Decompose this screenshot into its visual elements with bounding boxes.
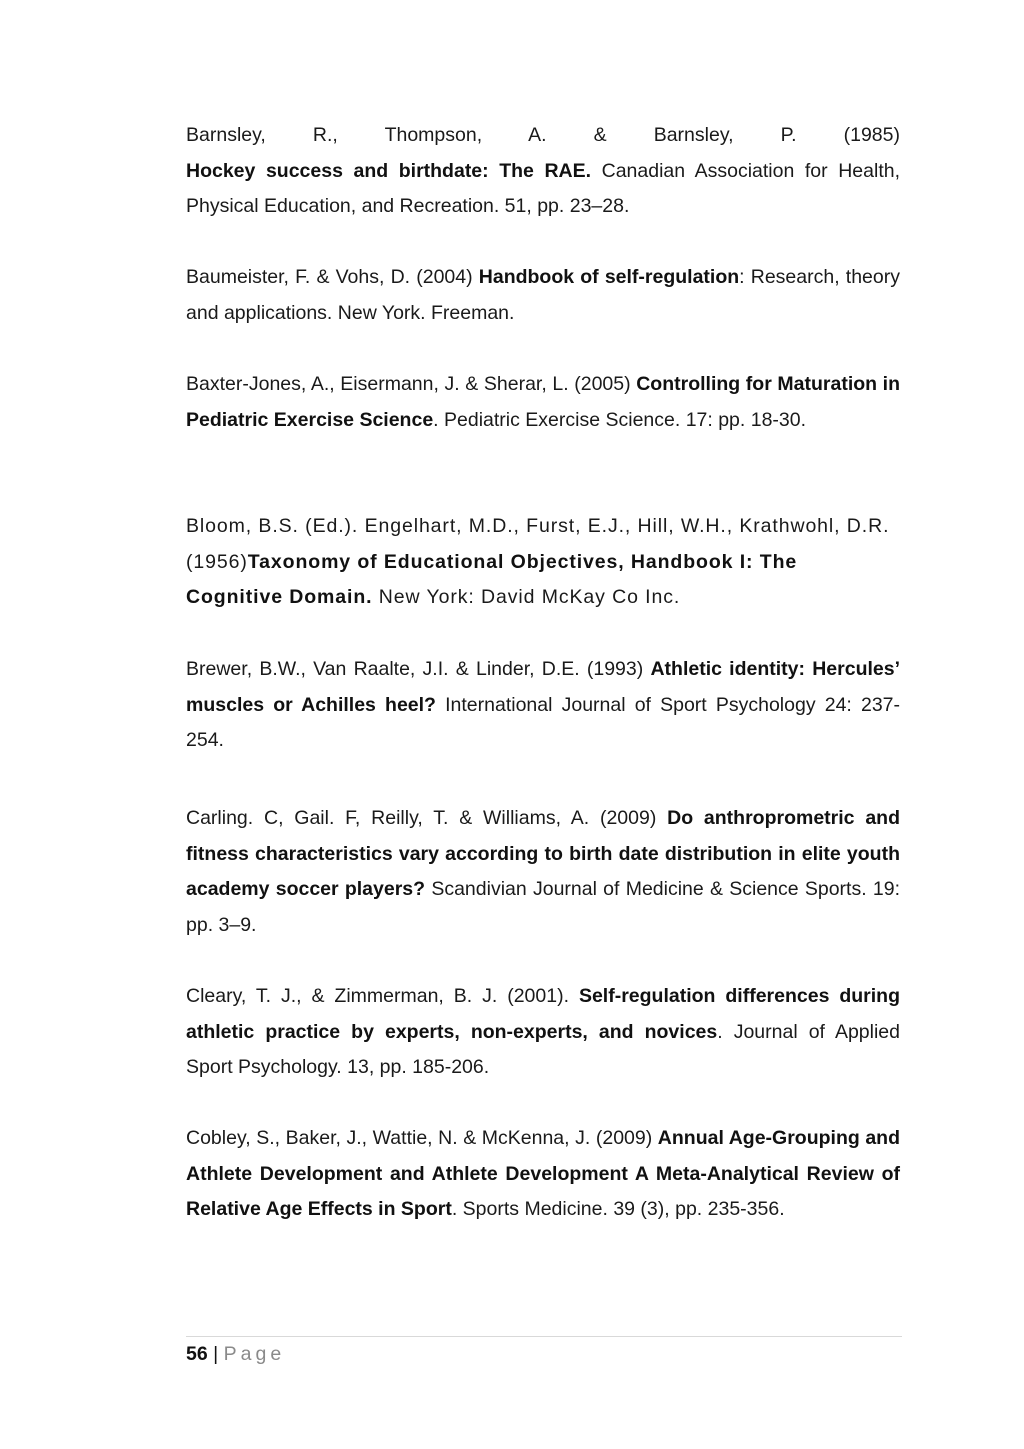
reference-entry xyxy=(186,509,900,616)
reference-title: Handbook of self-regulation xyxy=(478,266,740,288)
reference-entry xyxy=(186,801,900,943)
reference-title: Annual Age-Grouping and Athlete Development and Athlete Development A Meta-Analytical Review of Relative Age Effects in Sport xyxy=(186,1127,901,1221)
reference-source: . Pediatric Exercise Science. 17: pp. 18-30. xyxy=(433,408,807,431)
reference-entry xyxy=(186,652,900,759)
reference-entry xyxy=(186,118,900,225)
reference-entry xyxy=(186,979,900,1086)
page-number: 56 xyxy=(186,1343,208,1365)
footer-separator: | xyxy=(213,1343,219,1365)
reference-title: Do anthroprometric and fitness characteristics vary according to birth date distribution in elite youth academy soccer players? xyxy=(186,807,900,901)
reference-title: Controlling for Maturation in Pediatric Exercise Science xyxy=(186,373,900,431)
reference-authors: Brewer, B.W., Van Raalte, J.I. & Linder, D.E. (1993) xyxy=(186,658,651,680)
reference-title: Athletic identity: Hercules’ muscles or Achilles heel? xyxy=(186,658,901,716)
reference-authors: Carling. C, Gail. F, Reilly, T. & Williams, A. (2009) xyxy=(186,807,668,829)
reference-source: . Journal of Applied Sport Psychology. 13, pp. 185-206. xyxy=(186,1020,900,1079)
reference-source: : Research, theory and applications. New York. Freeman. xyxy=(186,266,900,324)
reference-source: Canadian Association for Health, Physical Education, and Recreation. 51, pp. 23–28. xyxy=(186,159,900,218)
reference-line xyxy=(186,118,900,154)
reference-title: Hockey success and birthdate: The RAE. xyxy=(186,159,592,182)
reference-source: New York: David McKay Co Inc. xyxy=(372,586,681,609)
reference-authors: Barnsley, R., Thompson, A. & Barnsley, P. (1985) xyxy=(186,124,900,146)
reference-title: Self-regulation differences during athletic practice by experts, non-experts, and novices xyxy=(186,985,900,1043)
reference-title: Taxonomy of Educational Objectives, Handbook I: The Cognitive Domain. xyxy=(186,550,798,609)
reference-authors: Cobley, S., Baker, J., Wattie, N. & McKenna, J. (2009) xyxy=(186,1127,658,1149)
reference-entry xyxy=(186,367,900,438)
page-label: Page xyxy=(223,1343,286,1365)
page-footer xyxy=(186,1336,902,1368)
reference-source: Scandivian Journal of Medicine & Science Sports. 19: pp. 3–9. xyxy=(186,878,900,936)
reference-authors: Cleary, T. J., & Zimmerman, B. J. (2001). xyxy=(186,985,579,1007)
reference-authors: Baxter-Jones, A., Eisermann, J. & Sherar, L. (2005) xyxy=(186,373,637,395)
reference-source: . Sports Medicine. 39 (3), pp. 235-356. xyxy=(451,1198,785,1221)
reference-entry xyxy=(186,1121,900,1228)
reference-authors: Baumeister, F. & Vohs, D. (2004) xyxy=(186,266,479,288)
reference-entry xyxy=(186,260,900,331)
reference-source: International Journal of Sport Psychology 24: 237-254. xyxy=(186,693,901,752)
reference-authors: Bloom, B.S. (Ed.). Engelhart, M.D., Furst, E.J., Hill, W.H., Krathwohl, D.R. (1956) xyxy=(186,515,890,573)
